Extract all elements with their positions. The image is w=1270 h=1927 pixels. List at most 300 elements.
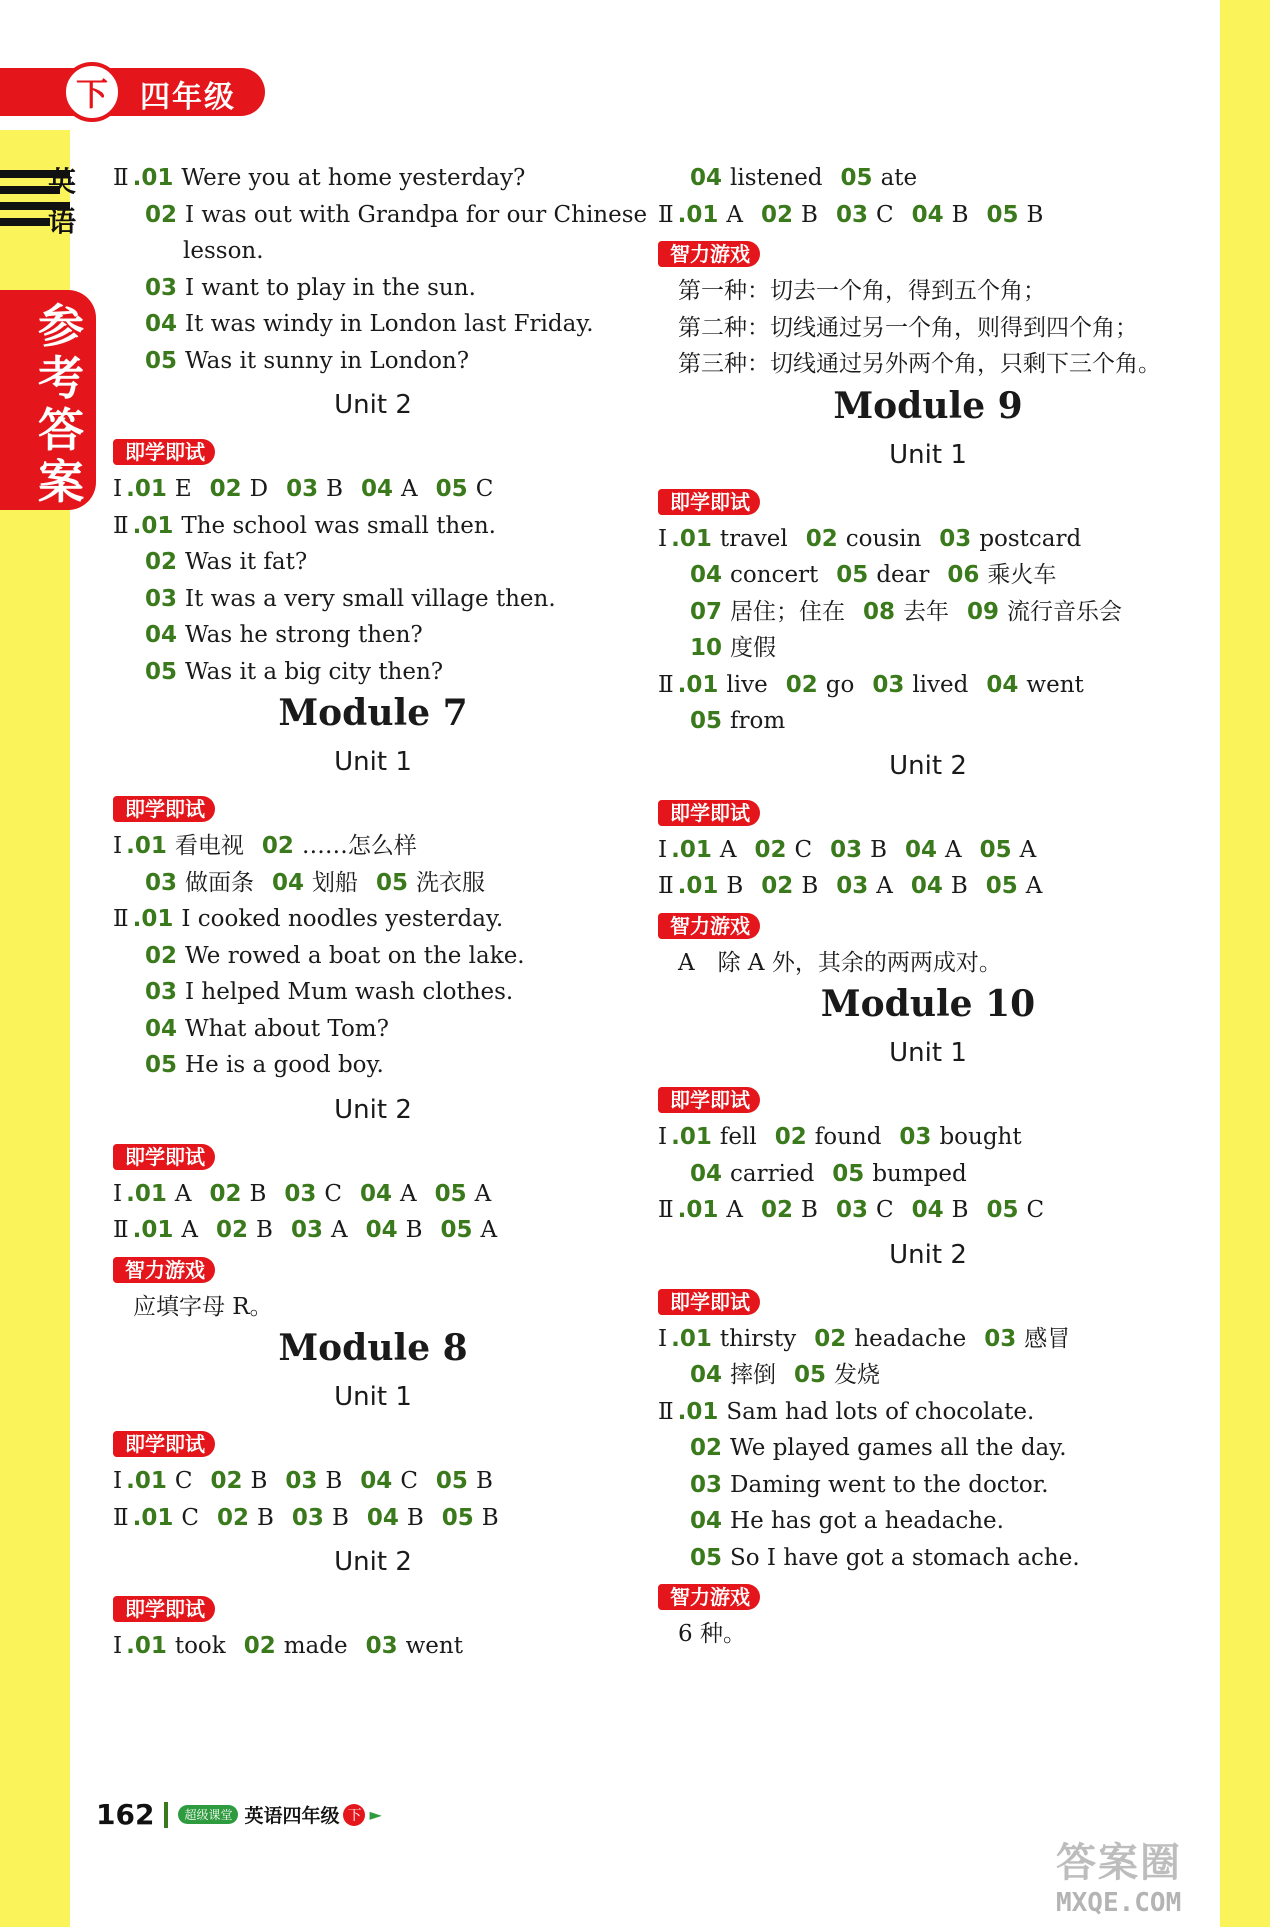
unit-heading: Unit 2: [334, 1094, 412, 1125]
watermark-logo: [1056, 1831, 1266, 1921]
answer-value: 摔倒: [730, 1362, 777, 1388]
item-number: 03: [872, 671, 905, 698]
answer-text: 第三种：切线通过另外两个角，只剩下三个角。: [678, 351, 1161, 377]
item-number: 04: [145, 1015, 178, 1042]
answer-value: C: [1026, 1197, 1045, 1223]
item-number: 05: [985, 873, 1018, 899]
item-number: .01: [132, 165, 174, 191]
answer-text: Was it a big city then?: [185, 658, 444, 685]
answer-value: 去年: [903, 598, 950, 625]
item-number: 05: [836, 562, 869, 588]
answer-value: B: [257, 1504, 274, 1531]
answer-key-tab: [0, 290, 96, 510]
answer-row: [658, 594, 1198, 631]
answer-text: 应填字母 R。: [133, 1293, 273, 1320]
item-number: 02: [209, 476, 242, 502]
item-number: 04: [272, 869, 305, 896]
answer-value: made: [283, 1633, 348, 1659]
answer-text: 6 种。: [678, 1621, 746, 1647]
section-badge-row: [113, 431, 633, 471]
item-number: 04: [361, 476, 394, 502]
answer-value: C: [875, 201, 894, 228]
section-badge: 即学即试: [658, 489, 760, 515]
answer-value: went: [405, 1633, 463, 1659]
answer-value: bought: [939, 1124, 1022, 1150]
answer-value: B: [950, 873, 968, 899]
answer-value: found: [814, 1124, 882, 1150]
answer-value: C: [174, 1468, 193, 1494]
answer-text: We played games all the day.: [730, 1435, 1067, 1461]
item-number: 02: [754, 836, 787, 863]
answer-line: [658, 1503, 1198, 1540]
item-number: 05: [435, 1468, 468, 1494]
answer-value: 感冒: [1024, 1325, 1071, 1352]
item-number: 02: [145, 549, 178, 575]
item-number: 04: [690, 1508, 723, 1534]
section-badge-row: [113, 1249, 633, 1289]
section-numeral: Ⅰ: [113, 476, 123, 502]
item-number: 02: [785, 671, 818, 698]
answer-row: [658, 197, 1198, 234]
answer-value: listened: [730, 165, 823, 191]
answer-value: bumped: [872, 1160, 967, 1187]
answer-text: I cooked noodles yesterday.: [181, 906, 504, 932]
right-column: [658, 160, 1198, 1653]
item-number: 04: [366, 1504, 399, 1531]
answer-row: [113, 1628, 633, 1665]
answer-row: [658, 667, 1198, 704]
section-badge-row: [658, 481, 1198, 521]
item-number: 04: [145, 311, 178, 337]
answer-line: [113, 617, 633, 654]
item-number: 03: [836, 873, 869, 899]
answer-line: [113, 901, 633, 938]
item-number: 05: [986, 201, 1019, 228]
answer-value: E: [174, 476, 192, 502]
section-badge: 智力游戏: [658, 1584, 760, 1610]
section-badge: 即学即试: [113, 439, 215, 465]
item-number: 04: [986, 671, 1019, 698]
section-badge: 智力游戏: [658, 913, 760, 939]
item-number: 05: [840, 165, 873, 191]
item-number: .01: [671, 1325, 712, 1352]
item-number: 05: [794, 1362, 827, 1388]
item-number: 04: [911, 201, 944, 228]
item-number: 04: [905, 836, 938, 863]
item-number: 07: [690, 598, 723, 625]
section-numeral: Ⅱ: [658, 1398, 674, 1425]
unit-heading: Unit 1: [889, 1038, 967, 1068]
item-number: 08: [863, 598, 896, 625]
item-number: .01: [671, 836, 712, 863]
answer-value: B: [951, 201, 969, 228]
answer-value: headache: [854, 1325, 967, 1352]
answer-text: 第二种：切线通过另一个角，则得到四个角；: [678, 314, 1138, 341]
answer-text: It was windy in London last Friday.: [185, 311, 594, 337]
unit-heading: Unit 2: [334, 390, 412, 420]
answer-line: [113, 343, 633, 380]
item-number: .01: [132, 906, 174, 932]
page-footer: [96, 1798, 382, 1831]
answer-value: 发烧: [834, 1362, 881, 1388]
answer-key-label: 参考答案: [38, 299, 84, 509]
item-number: 02: [761, 201, 794, 228]
answer-text: I helped Mum wash clothes.: [185, 979, 514, 1005]
item-number: 02: [145, 201, 178, 228]
module-heading: Module 10: [820, 983, 1036, 1025]
answer-value: A: [181, 1217, 199, 1243]
answer-value: A: [174, 1180, 192, 1207]
section-numeral: Ⅱ: [113, 1504, 129, 1531]
section-badge: 即学即试: [113, 796, 215, 822]
item-number: 03: [284, 1180, 317, 1207]
answer-line: [658, 1540, 1198, 1577]
answer-value: B: [481, 1504, 499, 1531]
section-numeral: Ⅰ: [113, 1468, 123, 1494]
answer-row: [113, 1500, 633, 1537]
answer-value: B: [325, 1468, 343, 1494]
item-number: 04: [690, 1160, 723, 1187]
answer-value: go: [825, 671, 855, 698]
item-number: 02: [761, 1197, 794, 1223]
answer-row: [658, 521, 1198, 558]
item-number: .01: [126, 476, 167, 502]
answer-line: [113, 1047, 633, 1084]
answer-row: [113, 471, 633, 508]
answer-value: dear: [876, 562, 930, 588]
footer-volume-badge: 下: [343, 1804, 365, 1826]
answer-value: A: [480, 1217, 498, 1243]
answer-line: [658, 1430, 1198, 1467]
answer-value: C: [324, 1180, 343, 1207]
answer-value: B: [405, 1217, 423, 1243]
answer-value: A: [876, 873, 893, 899]
answer-text: He has got a headache.: [730, 1508, 1004, 1534]
answer-row: [113, 1463, 633, 1500]
answer-text: Were you at home yesterday?: [181, 165, 526, 191]
item-number: 02: [210, 1468, 243, 1494]
answer-value: 做面条: [185, 869, 255, 896]
item-number: .01: [677, 1197, 719, 1223]
unit-heading: Unit 2: [889, 1239, 967, 1270]
answer-text: A 除 A 外，其余的两两成对。: [678, 949, 1002, 976]
item-number: 02: [209, 1180, 242, 1207]
module-heading: Module 8: [278, 1327, 468, 1369]
answer-value: lived: [912, 671, 969, 698]
section-badge-row: [658, 1576, 1198, 1616]
item-number: .01: [677, 201, 719, 228]
answer-value: B: [1026, 201, 1044, 228]
section-badge-row: [113, 788, 633, 828]
answer-line: [113, 270, 633, 307]
answer-text: I was out with Grandpa for our Chinese: [185, 201, 648, 228]
answer-value: A: [400, 1180, 417, 1207]
answer-text: The school was small then.: [181, 512, 496, 539]
answer-value: C: [794, 836, 813, 863]
answer-row: [658, 1156, 1198, 1193]
answer-value: from: [730, 708, 786, 734]
item-number: 03: [835, 201, 868, 228]
answer-row: [113, 1176, 633, 1213]
answer-line: [113, 1011, 633, 1048]
answer-value: B: [331, 1504, 349, 1531]
section-badge-row: [113, 1588, 633, 1628]
answer-value: C: [181, 1504, 199, 1531]
item-number: 06: [947, 562, 980, 588]
section-numeral: Ⅰ: [658, 525, 668, 552]
unit-heading: Unit 1: [334, 1382, 412, 1412]
answer-value: 划船: [312, 869, 359, 896]
answer-row: [658, 630, 1198, 667]
volume-circle: 下: [62, 62, 122, 122]
item-number: 03: [285, 1468, 318, 1494]
item-number: .01: [671, 1124, 712, 1150]
answer-value: travel: [719, 525, 788, 552]
subject-char: 英: [48, 165, 77, 198]
item-number: .01: [126, 833, 167, 859]
answer-value: B: [256, 1217, 273, 1243]
answer-row: [658, 832, 1198, 869]
answer-value: 度假: [730, 635, 777, 661]
answer-line: [113, 233, 633, 270]
section-badge: 即学即试: [658, 1087, 760, 1113]
book-title: 英语四年级: [244, 1805, 340, 1827]
answer-value: D: [249, 476, 269, 502]
answer-value: C: [875, 1197, 894, 1223]
section-numeral: Ⅱ: [113, 1217, 129, 1243]
item-number: 05: [690, 1544, 723, 1571]
item-number: 05: [145, 658, 178, 685]
item-number: 03: [291, 1504, 324, 1531]
section-badge: 即学即试: [658, 800, 760, 826]
answer-row: [658, 1119, 1198, 1156]
item-number: 05: [690, 708, 723, 734]
answer-value: B: [801, 873, 819, 899]
section-badge: 智力游戏: [658, 241, 760, 267]
item-number: 02: [217, 1504, 250, 1531]
series-pill: 超级课堂: [178, 1805, 238, 1824]
answer-value: A: [474, 1180, 492, 1207]
item-number: 02: [243, 1633, 276, 1659]
answer-value: A: [330, 1217, 348, 1243]
answer-row: [658, 557, 1198, 594]
section-numeral: Ⅱ: [658, 873, 674, 899]
grade-tab: [0, 62, 265, 122]
answer-value: live: [726, 671, 768, 698]
item-number: .01: [126, 1468, 167, 1494]
subject-stripe: [0, 218, 50, 226]
answer-value: B: [726, 873, 744, 899]
item-number: 05: [441, 1504, 474, 1531]
item-number: 09: [967, 598, 1000, 625]
answer-value: A: [1025, 873, 1043, 899]
answer-value: B: [475, 1468, 493, 1494]
answer-value: C: [475, 476, 494, 502]
section-numeral: Ⅱ: [658, 1197, 674, 1223]
answer-value: 洗衣服: [416, 869, 486, 896]
answer-value: A: [726, 1197, 744, 1223]
answer-text: 第一种：切去一个角，得到五个角；: [678, 278, 1046, 304]
answer-row: [658, 1321, 1198, 1358]
item-number: 02: [145, 942, 178, 969]
item-number: 02: [761, 873, 794, 899]
answer-line: [113, 306, 633, 343]
section-badge-row: [658, 233, 1198, 273]
item-number: .01: [132, 1504, 174, 1531]
unit-heading: Unit 2: [889, 750, 967, 781]
item-number: 03: [145, 979, 178, 1005]
answer-value: cousin: [845, 525, 922, 552]
answer-value: ……怎么样: [301, 833, 417, 859]
answer-row: [658, 1192, 1198, 1229]
item-number: .01: [132, 1217, 174, 1243]
section-numeral: Ⅰ: [658, 836, 668, 863]
item-number: 04: [690, 562, 723, 588]
item-number: .01: [671, 525, 712, 552]
answer-value: B: [870, 836, 888, 863]
answer-row: [113, 865, 633, 902]
answer-value: concert: [730, 562, 819, 588]
section-badge-row: [658, 1281, 1198, 1321]
unit-heading: Unit 2: [334, 1547, 412, 1577]
answer-row: [658, 1357, 1198, 1394]
section-numeral: Ⅰ: [113, 1633, 123, 1659]
section-badge-row: [113, 1423, 633, 1463]
subject-char: 语: [48, 205, 77, 238]
answer-text: lesson.: [183, 238, 264, 264]
answer-line: [113, 581, 633, 618]
item-number: .01: [132, 512, 174, 539]
answer-value: B: [250, 1468, 268, 1494]
section-badge-row: [658, 1079, 1198, 1119]
item-number: 03: [286, 476, 319, 502]
answer-line: [658, 1467, 1198, 1504]
item-number: 02: [805, 525, 838, 552]
unit-heading: Unit 1: [334, 747, 412, 777]
item-number: 05: [986, 1197, 1019, 1223]
item-number: 05: [376, 869, 409, 896]
answer-value: C: [400, 1468, 418, 1494]
answer-line: [113, 938, 633, 975]
answer-row: [658, 868, 1198, 905]
item-number: .01: [677, 873, 719, 899]
item-number: 02: [261, 833, 294, 859]
item-number: 04: [360, 1468, 393, 1494]
section-badge: 即学即试: [113, 1596, 215, 1622]
answer-value: went: [1026, 671, 1084, 698]
item-number: 02: [774, 1124, 807, 1150]
item-number: 03: [830, 836, 863, 863]
answer-line: [658, 1394, 1198, 1431]
answer-text: He is a good boy.: [185, 1052, 384, 1078]
page-number: 162: [96, 1798, 155, 1831]
answer-value: carried: [730, 1160, 815, 1187]
section-badge-row: [658, 792, 1198, 832]
item-number: 05: [145, 1052, 178, 1078]
item-number: 05: [145, 347, 178, 374]
footer-divider: [164, 1802, 168, 1828]
answer-value: 流行音乐会: [1007, 598, 1123, 625]
item-number: 04: [360, 1180, 393, 1207]
answer-value: A: [401, 476, 418, 502]
watermark-bottom: MXQE.COM: [1056, 1888, 1182, 1918]
answer-line: [113, 654, 633, 691]
right-margin-band: [1220, 0, 1270, 1927]
section-badge-row: [113, 1136, 633, 1176]
answer-value: thirsty: [719, 1325, 797, 1352]
answer-line: [113, 544, 633, 581]
item-number: 03: [939, 525, 972, 552]
answer-value: A: [719, 836, 737, 863]
answer-text: It was a very small village then.: [185, 585, 556, 612]
item-number: 04: [690, 1362, 723, 1388]
answer-text: Was he strong then?: [185, 622, 423, 648]
item-number: .01: [677, 1398, 719, 1425]
item-number: 05: [435, 476, 468, 502]
watermark-top: 答案圈: [1056, 1840, 1182, 1886]
item-number: 03: [899, 1124, 932, 1150]
section-numeral: Ⅰ: [658, 1124, 668, 1150]
section-badge: 即学即试: [113, 1144, 215, 1170]
answer-line: [113, 197, 648, 234]
left-column: [113, 160, 648, 1665]
answer-text: I want to play in the sun.: [185, 274, 476, 301]
section-badge: 智力游戏: [113, 1257, 215, 1283]
item-number: 04: [910, 873, 943, 899]
answer-row: [658, 703, 1198, 740]
section-numeral: Ⅱ: [658, 671, 674, 698]
answer-line: [113, 160, 633, 197]
section-numeral: Ⅰ: [113, 1180, 123, 1207]
answer-value: B: [951, 1197, 969, 1223]
item-number: 03: [690, 1471, 723, 1498]
item-number: 05: [434, 1180, 467, 1207]
answer-value: B: [406, 1504, 424, 1531]
answer-text: So I have got a stomach ache.: [730, 1544, 1080, 1571]
item-number: .01: [677, 671, 719, 698]
item-number: 10: [690, 635, 723, 661]
answer-text: We rowed a boat on the lake.: [185, 942, 525, 969]
section-numeral: Ⅰ: [113, 833, 123, 859]
module-heading: Module 9: [833, 384, 1023, 427]
answer-value: fell: [719, 1124, 757, 1150]
grade-label: 四年级: [140, 80, 236, 115]
answer-text: Daming went to the doctor.: [730, 1471, 1049, 1498]
item-number: .01: [126, 1180, 167, 1207]
arrow-right-icon: ►: [369, 1805, 382, 1824]
item-number: 04: [145, 622, 178, 648]
item-number: 05: [440, 1217, 473, 1243]
module-heading: Module 7: [278, 692, 468, 734]
section-numeral: Ⅱ: [113, 512, 129, 539]
answer-value: postcard: [979, 525, 1082, 552]
subject-mark: [0, 160, 90, 250]
item-number: 03: [365, 1633, 398, 1659]
section-badge: 即学即试: [113, 1431, 215, 1457]
section-badge-row: [658, 905, 1198, 945]
item-number: 05: [979, 836, 1012, 863]
item-number: 04: [911, 1197, 944, 1223]
answer-value: 乘火车: [987, 562, 1057, 588]
answer-text: Sam had lots of chocolate.: [726, 1398, 1035, 1425]
answer-line: [113, 974, 633, 1011]
item-number: 03: [145, 585, 178, 612]
item-number: 05: [832, 1160, 865, 1187]
answer-row: [113, 828, 633, 865]
item-number: 04: [365, 1217, 398, 1243]
answer-value: ate: [880, 165, 918, 191]
answer-text: Was it sunny in London?: [185, 347, 470, 374]
